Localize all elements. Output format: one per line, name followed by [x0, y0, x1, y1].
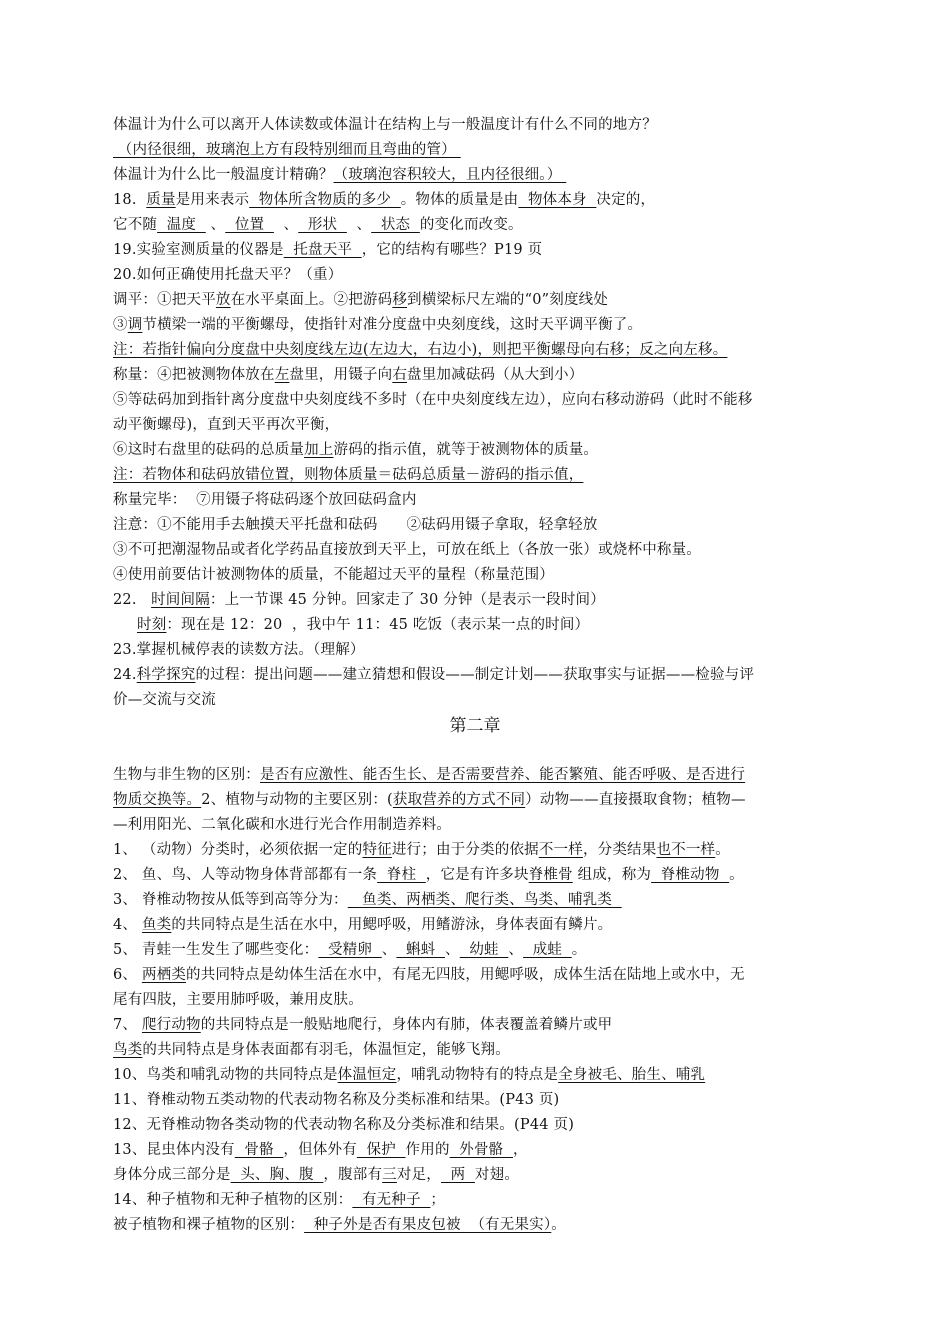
- underlined-text: 两栖类: [141, 967, 187, 983]
- text-line: [113, 888, 622, 913]
- text-line: [113, 138, 461, 163]
- text-segment: 对翅。: [474, 1167, 520, 1183]
- text-line: [113, 913, 612, 938]
- text-segment: 、: [205, 217, 226, 233]
- underlined-text: 物质交换等。: [113, 792, 202, 808]
- underlined-text: 鱼类、两栖类、爬行类、鸟类、哺乳类: [347, 892, 622, 908]
- underlined-text: 移: [392, 292, 408, 308]
- text-segment: 是用来表示: [175, 192, 250, 208]
- text-line: [113, 588, 605, 613]
- underlined-text: 幼蛙: [459, 942, 509, 958]
- text-segment: 体温计为什么比一般温度计精确？: [113, 167, 334, 183]
- text-segment: 在水平桌面上。②把游码: [230, 292, 393, 308]
- underlined-text: 位置: [225, 217, 274, 233]
- text-line: [113, 638, 365, 663]
- text-line: [113, 238, 542, 263]
- underlined-text: 托盘天平: [283, 242, 362, 258]
- text-segment: 4、: [113, 917, 142, 933]
- text-segment: 2、 鱼、鸟、人等动物身体背部都有一条: [113, 867, 378, 883]
- text-segment: 的共同特点是幼体生活在水中，有尾无四肢，用鳃呼吸，成体生活在陆地上或水中，无: [186, 967, 745, 983]
- underlined-text: 时刻: [137, 617, 167, 633]
- text-line: [113, 213, 523, 238]
- text-line: [113, 813, 451, 838]
- underlined-text: 科学探究: [136, 667, 196, 683]
- underlined-text: 注：若物体和砝码放错位置，则物体质量＝砝码总质量－游码的指示值，: [113, 467, 584, 483]
- text-line: [113, 1113, 574, 1138]
- text-line: [113, 838, 730, 863]
- text-segment: 、: [445, 942, 460, 958]
- text-segment: 。: [715, 842, 730, 858]
- underlined-text: 右: [392, 367, 408, 383]
- text-line: [113, 388, 753, 413]
- text-segment: 的共同特点是身体表面都有羽毛，体温恒定，能够飞翔。: [142, 1042, 510, 1058]
- chapter-heading: 第二章: [449, 716, 501, 736]
- text-segment: ，: [513, 1142, 528, 1158]
- text-segment: 对足，: [396, 1167, 441, 1183]
- underlined-text: 加上: [304, 442, 334, 458]
- text-segment: ；: [430, 1192, 446, 1208]
- text-segment: 10、鸟类和哺乳动物的共同特点是: [113, 1067, 338, 1083]
- underlined-text: 鸟类: [113, 1042, 143, 1058]
- text-segment: 14、种子植物和无种子植物的区别：: [113, 1192, 353, 1208]
- text-segment: 、: [381, 942, 397, 958]
- text-segment: 。物体的质量是由: [400, 192, 519, 208]
- text-line: [113, 663, 754, 688]
- text-segment: 19.实验室测质量的仪器是: [113, 242, 284, 258]
- text-segment: 。: [729, 867, 744, 883]
- text-segment: ，分类结果: [582, 842, 657, 858]
- underlined-text: 获取营养的方式不同: [392, 792, 526, 808]
- text-segment: 动平衡螺母)，直到天平再次平衡，: [113, 417, 340, 433]
- text-segment: 3、 脊椎动物按从低等到高等分为：: [113, 892, 348, 908]
- underlined-text: 爬行动物: [141, 1017, 201, 1033]
- underlined-text: 鱼类: [141, 917, 172, 933]
- text-segment: 、: [273, 217, 299, 233]
- text-line: [113, 1213, 566, 1238]
- text-line: [113, 338, 727, 363]
- text-line: [113, 1088, 559, 1113]
- text-segment: 24.: [113, 667, 137, 683]
- text-segment: 22.: [113, 592, 152, 608]
- text-line: [113, 963, 745, 988]
- text-line: [113, 1138, 528, 1163]
- underlined-text: 注：若指针偏向分度盘中央刻度线左边(左边大，右边小)，则把平衡螺母向右移；反之向左移。: [113, 342, 728, 358]
- text-segment: ，它是有许多块: [425, 867, 529, 883]
- text-line: [113, 413, 339, 438]
- text-segment: 节横梁一端的平衡螺母，使指针对准分度盘中央刻度线，这时天平调平衡了。: [142, 317, 643, 333]
- text-segment: ）动物——直接摄取食物；植物—: [525, 792, 746, 808]
- text-segment: 游码的指示值，就等于被测物体的质量。: [333, 442, 599, 458]
- text-segment: 进行；由于分类的依据: [391, 842, 539, 858]
- underlined-text: 成蛙: [523, 942, 572, 958]
- underlined-text: 也不一样: [656, 842, 716, 858]
- underlined-text: 特征: [362, 842, 392, 858]
- text-segment: ：现在是 12：20 ，我中午 11：45 吃饭（表示某一点的时间）: [166, 617, 590, 633]
- text-segment: ④使用前要估计被测物体的质量，不能超过天平的量程（称量范围）: [113, 567, 554, 583]
- text-segment: ③不可把潮湿物品或者化学药品直接放到天平上，可放在纸上（各放一张）或烧杯中称量。: [113, 542, 701, 558]
- text-segment: 到横梁标尺左端的“0”刻度线处: [407, 292, 609, 308]
- text-segment: 23.掌握机械停表的读数方法。（理解）: [113, 642, 365, 658]
- text-segment: 1、 （动物）分类时，必须依据一定的: [113, 842, 363, 858]
- underlined-text: 时间间隔: [151, 592, 210, 608]
- underlined-text: 两: [440, 1167, 475, 1183]
- underlined-text: 有无种子: [352, 1192, 431, 1208]
- text-line: [113, 113, 657, 138]
- text-line: [113, 988, 363, 1013]
- underlined-text: 脊椎骨: [528, 867, 573, 883]
- text-line: [113, 438, 598, 463]
- text-segment: 5、 青蛙一生发生了哪些变化：: [113, 942, 319, 958]
- text-line: [113, 363, 583, 388]
- text-segment: 作用的: [405, 1142, 450, 1158]
- underlined-text: （玻璃泡容积较大，且内径很细。）: [333, 167, 567, 183]
- underlined-text: 形状: [298, 217, 347, 233]
- text-segment: 称量：④把被测物体放在: [113, 367, 275, 383]
- text-line: [113, 1063, 705, 1088]
- underlined-text: 三: [382, 1167, 397, 1183]
- text-line: [113, 488, 417, 513]
- text-segment: ：上一节课 45 分钟。回家走了 30 分钟（是表示一段时间）: [209, 592, 605, 608]
- text-line: [113, 513, 598, 538]
- text-segment: 的共同特点是生活在水中，用鳃呼吸，用鳍游泳，身体表面有鳞片。: [171, 917, 613, 933]
- text-segment: ，哺乳动物特有的特点是: [396, 1067, 559, 1083]
- underlined-text: 头、胸、腹: [230, 1167, 324, 1183]
- underlined-text: 受精卵: [318, 942, 382, 958]
- text-segment: 2、植物与动物的主要区别：(: [201, 792, 393, 808]
- text-segment: ，它的结构有哪些？P19 页: [361, 242, 543, 258]
- text-line: [113, 263, 342, 288]
- text-line: [113, 563, 554, 588]
- text-line: [113, 1013, 612, 1038]
- text-segment: 20.如何正确使用托盘天平？（重）: [113, 267, 343, 283]
- text-segment: 11、脊椎动物五类动物的代表动物名称及分类标准和结果。(P43 页): [113, 1092, 560, 1108]
- underlined-text: 物体本身: [518, 192, 597, 208]
- underlined-text: 是否有应激性、能否生长、是否需要营养、能否繁殖、能否呼吸、是否进行: [260, 767, 746, 783]
- text-line: [113, 313, 642, 338]
- text-line: [113, 463, 583, 488]
- text-segment: 盘里，用镊子向: [289, 367, 393, 383]
- text-line: [113, 763, 745, 788]
- text-segment: 体温计为什么可以离开人体读数或体温计在结构上与一般温度计有什么不同的地方？: [113, 117, 657, 133]
- text-line: [113, 1188, 445, 1213]
- underlined-text: 不一样: [538, 842, 583, 858]
- text-segment: 、: [346, 217, 372, 233]
- text-segment: 。: [551, 1217, 566, 1233]
- text-segment: 12、无脊椎动物各类动物的代表动物名称及分类标准和结果。(P44 页): [113, 1117, 575, 1133]
- underlined-text: 外骨骼: [449, 1142, 513, 1158]
- underlined-text: 温度: [157, 217, 206, 233]
- text-segment: 尾有四肢，主要用肺呼吸，兼用皮肤。: [113, 992, 363, 1008]
- underlined-text: 脊椎动物: [651, 867, 730, 883]
- text-line: [113, 938, 586, 963]
- underlined-text: 骨骼: [234, 1142, 284, 1158]
- text-segment: 称量完毕： ⑦用镊子将砝码逐个放回砝码盒内: [113, 492, 417, 508]
- text-segment: 7、: [113, 1017, 142, 1033]
- underlined-text: 放: [215, 292, 231, 308]
- text-segment: 18.: [113, 192, 147, 208]
- underlined-text: 体温恒定: [337, 1067, 397, 1083]
- text-segment: 价—交流与交流: [113, 692, 216, 708]
- underlined-text: 左: [274, 367, 290, 383]
- text-line: [113, 688, 216, 713]
- text-segment: 决定的，: [596, 192, 656, 208]
- text-segment: 调平：①把天平: [113, 292, 216, 308]
- text-segment: 盘里加减砝码（从大到小）: [407, 367, 584, 383]
- text-line: [113, 163, 566, 188]
- underlined-text: 蝌蚪: [396, 942, 446, 958]
- text-line: [137, 613, 589, 638]
- text-segment: ，腹部有: [323, 1167, 383, 1183]
- text-segment: ③: [113, 317, 128, 333]
- text-line: [113, 1038, 510, 1063]
- text-segment: 注意：①不能用手去触摸天平托盘和砝码 ②砝码用镊子拿取，轻拿轻放: [113, 517, 598, 533]
- text-segment: —利用阳光、二氧化碳和水进行光合作用制造养料。: [113, 817, 452, 833]
- text-segment: 被子植物和裸子植物的区别：: [113, 1217, 305, 1233]
- underlined-text: 全身被毛、胎生、哺乳: [558, 1067, 706, 1083]
- underlined-text: 质量: [146, 192, 176, 208]
- text-segment: 的共同特点是一般贴地爬行，身体内有肺，体表覆盖着鳞片或甲: [200, 1017, 613, 1033]
- underlined-text: 调: [127, 317, 143, 333]
- text-line: [113, 188, 655, 213]
- text-segment: 。: [571, 942, 587, 958]
- text-line: [113, 538, 701, 563]
- text-line: [113, 863, 744, 888]
- text-segment: 的变化而改变。: [419, 217, 523, 233]
- text-segment: ，但体外有: [283, 1142, 357, 1158]
- text-segment: ⑤等砝码加到指针离分度盘中央刻度线不多时（在中央刻度线左边），应向右移动游码（此时不能移: [113, 392, 753, 408]
- underlined-text: 状态: [371, 217, 420, 233]
- text-line: [113, 788, 746, 813]
- text-segment: 6、: [113, 967, 142, 983]
- text-segment: 13、昆虫体内没有: [113, 1142, 235, 1158]
- underlined-text: 保护: [356, 1142, 406, 1158]
- underlined-text: 物体所含物质的多少: [249, 192, 401, 208]
- text-line: [113, 288, 608, 313]
- text-segment: 身体分成三部分是: [113, 1167, 231, 1183]
- text-segment: 生物与非生物的区别：: [113, 767, 260, 783]
- underlined-text: （内径很细，玻璃泡上方有段特别细而且弯曲的管）: [113, 142, 461, 158]
- underlined-text: 种子外是否有果皮包被 （有无果实）: [304, 1217, 552, 1233]
- text-segment: 的过程：提出问题——建立猜想和假设——制定计划——获取事实与证据——检验与评: [195, 667, 755, 683]
- text-segment: 它不随: [113, 217, 158, 233]
- text-segment: 组成，称为: [572, 867, 652, 883]
- text-line: [113, 1163, 519, 1188]
- underlined-text: 脊柱: [377, 867, 426, 883]
- text-segment: 、: [508, 942, 524, 958]
- text-segment: ⑥这时右盘里的砝码的总质量: [113, 442, 305, 458]
